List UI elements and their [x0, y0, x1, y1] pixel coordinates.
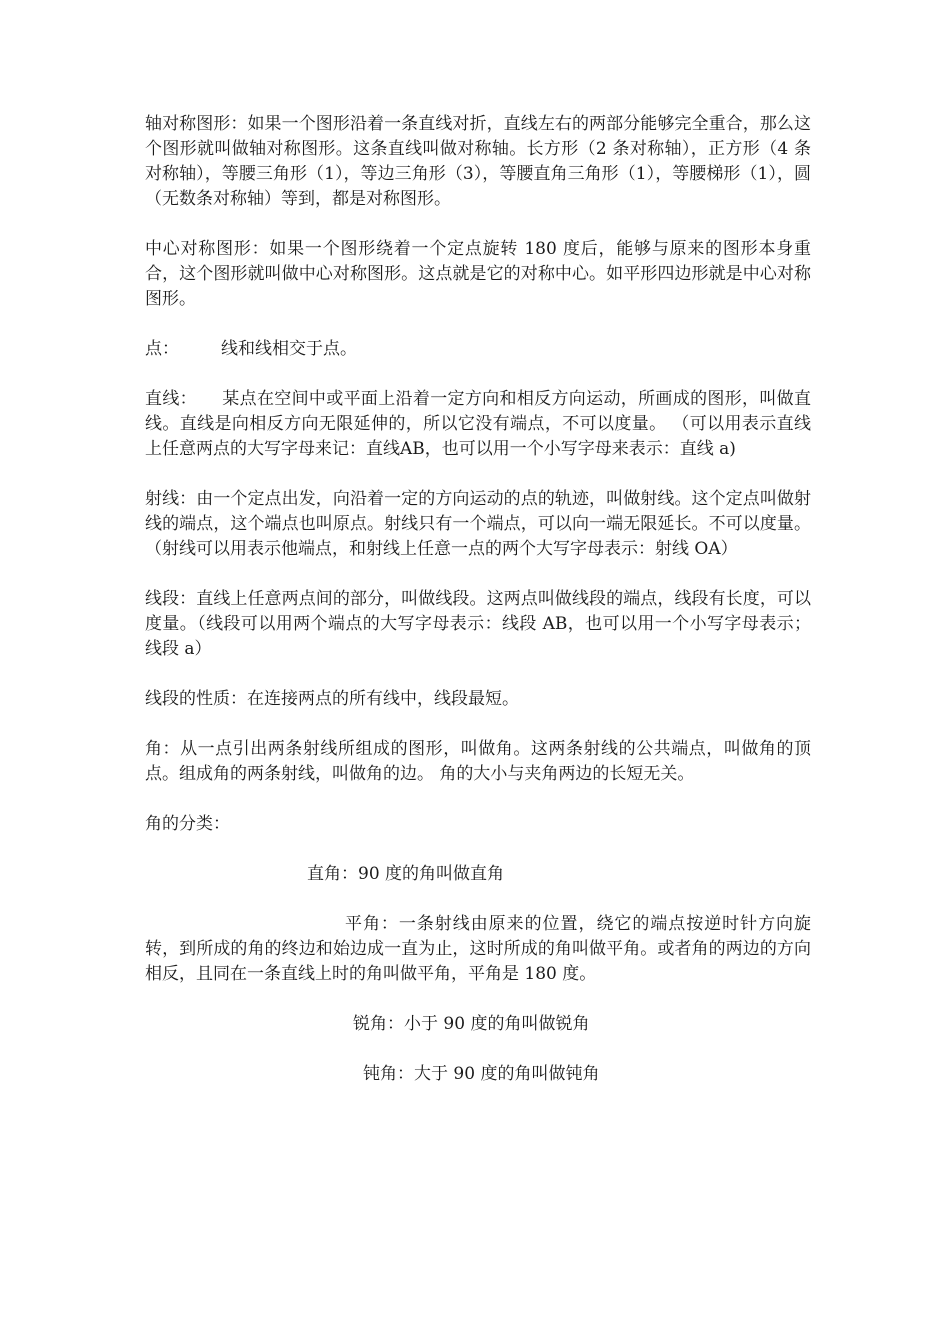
line-label: 直线：	[145, 389, 197, 409]
paragraph-axial-symmetry: 轴对称图形：如果一个图形沿着一条直线对折，直线左右的两部分能够完全重合，那么这个图形就叫做轴对称图形。这条直线叫做对称轴。长方形（2 条对称轴），正方形（4 条对称轴），等腰三角形（1），等边三角形（3），等腰直角三角形（1），等腰梯形（1），圆（无数条对称轴）等到，都是对称图形。	[145, 114, 811, 209]
paragraph-segment-property: 线段的性质：在连接两点的所有线中，线段最短。	[145, 689, 519, 709]
document-body	[145, 112, 811, 1112]
paragraph-point	[145, 337, 811, 362]
paragraph-right-angle: 直角：90 度的角叫做直角	[307, 864, 505, 884]
paragraph-central-symmetry: 中心对称图形：如果一个图形绕着一个定点旋转 180 度后，能够与原来的图形本身重合，这个图形就叫做中心对称图形。这点就是它的对称中心。如平形四边形就是中心对称图形。	[145, 239, 811, 309]
paragraph-ray: 射线：由一个定点出发，向沿着一定的方向运动的点的轨迹，叫做射线。这个定点叫做射线的端点，这个端点也叫原点。射线只有一个端点，可以向一端无限延长。不可以度量。（射线可以用表示他端点，和射线上任意一点的两个大写字母表示：射线 OA）	[145, 489, 811, 559]
paragraph-angle: 角：从一点引出两条射线所组成的图形，叫做角。这两条射线的公共端点，叫做角的顶点。组成角的两条射线，叫做角的边。 角的大小与夹角两边的长短无关。	[145, 739, 811, 784]
paragraph-angle-classification: 角的分类：	[145, 814, 230, 834]
paragraph-line	[145, 387, 811, 462]
paragraph-acute-angle: 锐角：小于 90 度的角叫做锐角	[353, 1014, 590, 1034]
point-text: 线和线相交于点。	[221, 339, 357, 359]
paragraph-straight-angle: 平角：一条射线由原来的位置，绕它的端点按逆时针方向旋转，到所成的角的终边和始边成一直为止，这时所成的角叫做平角。或者角的两边的方向相反，且同在一条直线上时的角叫做平角，平角是 180 度。	[145, 914, 811, 984]
paragraph-obtuse-angle: 钝角：大于 90 度的角叫做钝角	[363, 1064, 600, 1084]
line-text: 某点在空间中或平面上沿着一定方向和相反方向运动，所画成的图形，叫做直线。直线是向相反方向无限延伸的，所以它没有端点，不可以度量。 （可以用表示直线上任意两点的大写字母来记：直线AB，也可以用一个小写字母来表示：直线 a)	[145, 389, 812, 459]
point-label: 点：	[145, 339, 179, 359]
paragraph-segment: 线段：直线上任意两点间的部分，叫做线段。这两点叫做线段的端点，线段有长度，可以度量。（线段可以用两个端点的大写字母表示：线段 AB，也可以用一个小写字母表示；线段 a）	[145, 589, 811, 659]
